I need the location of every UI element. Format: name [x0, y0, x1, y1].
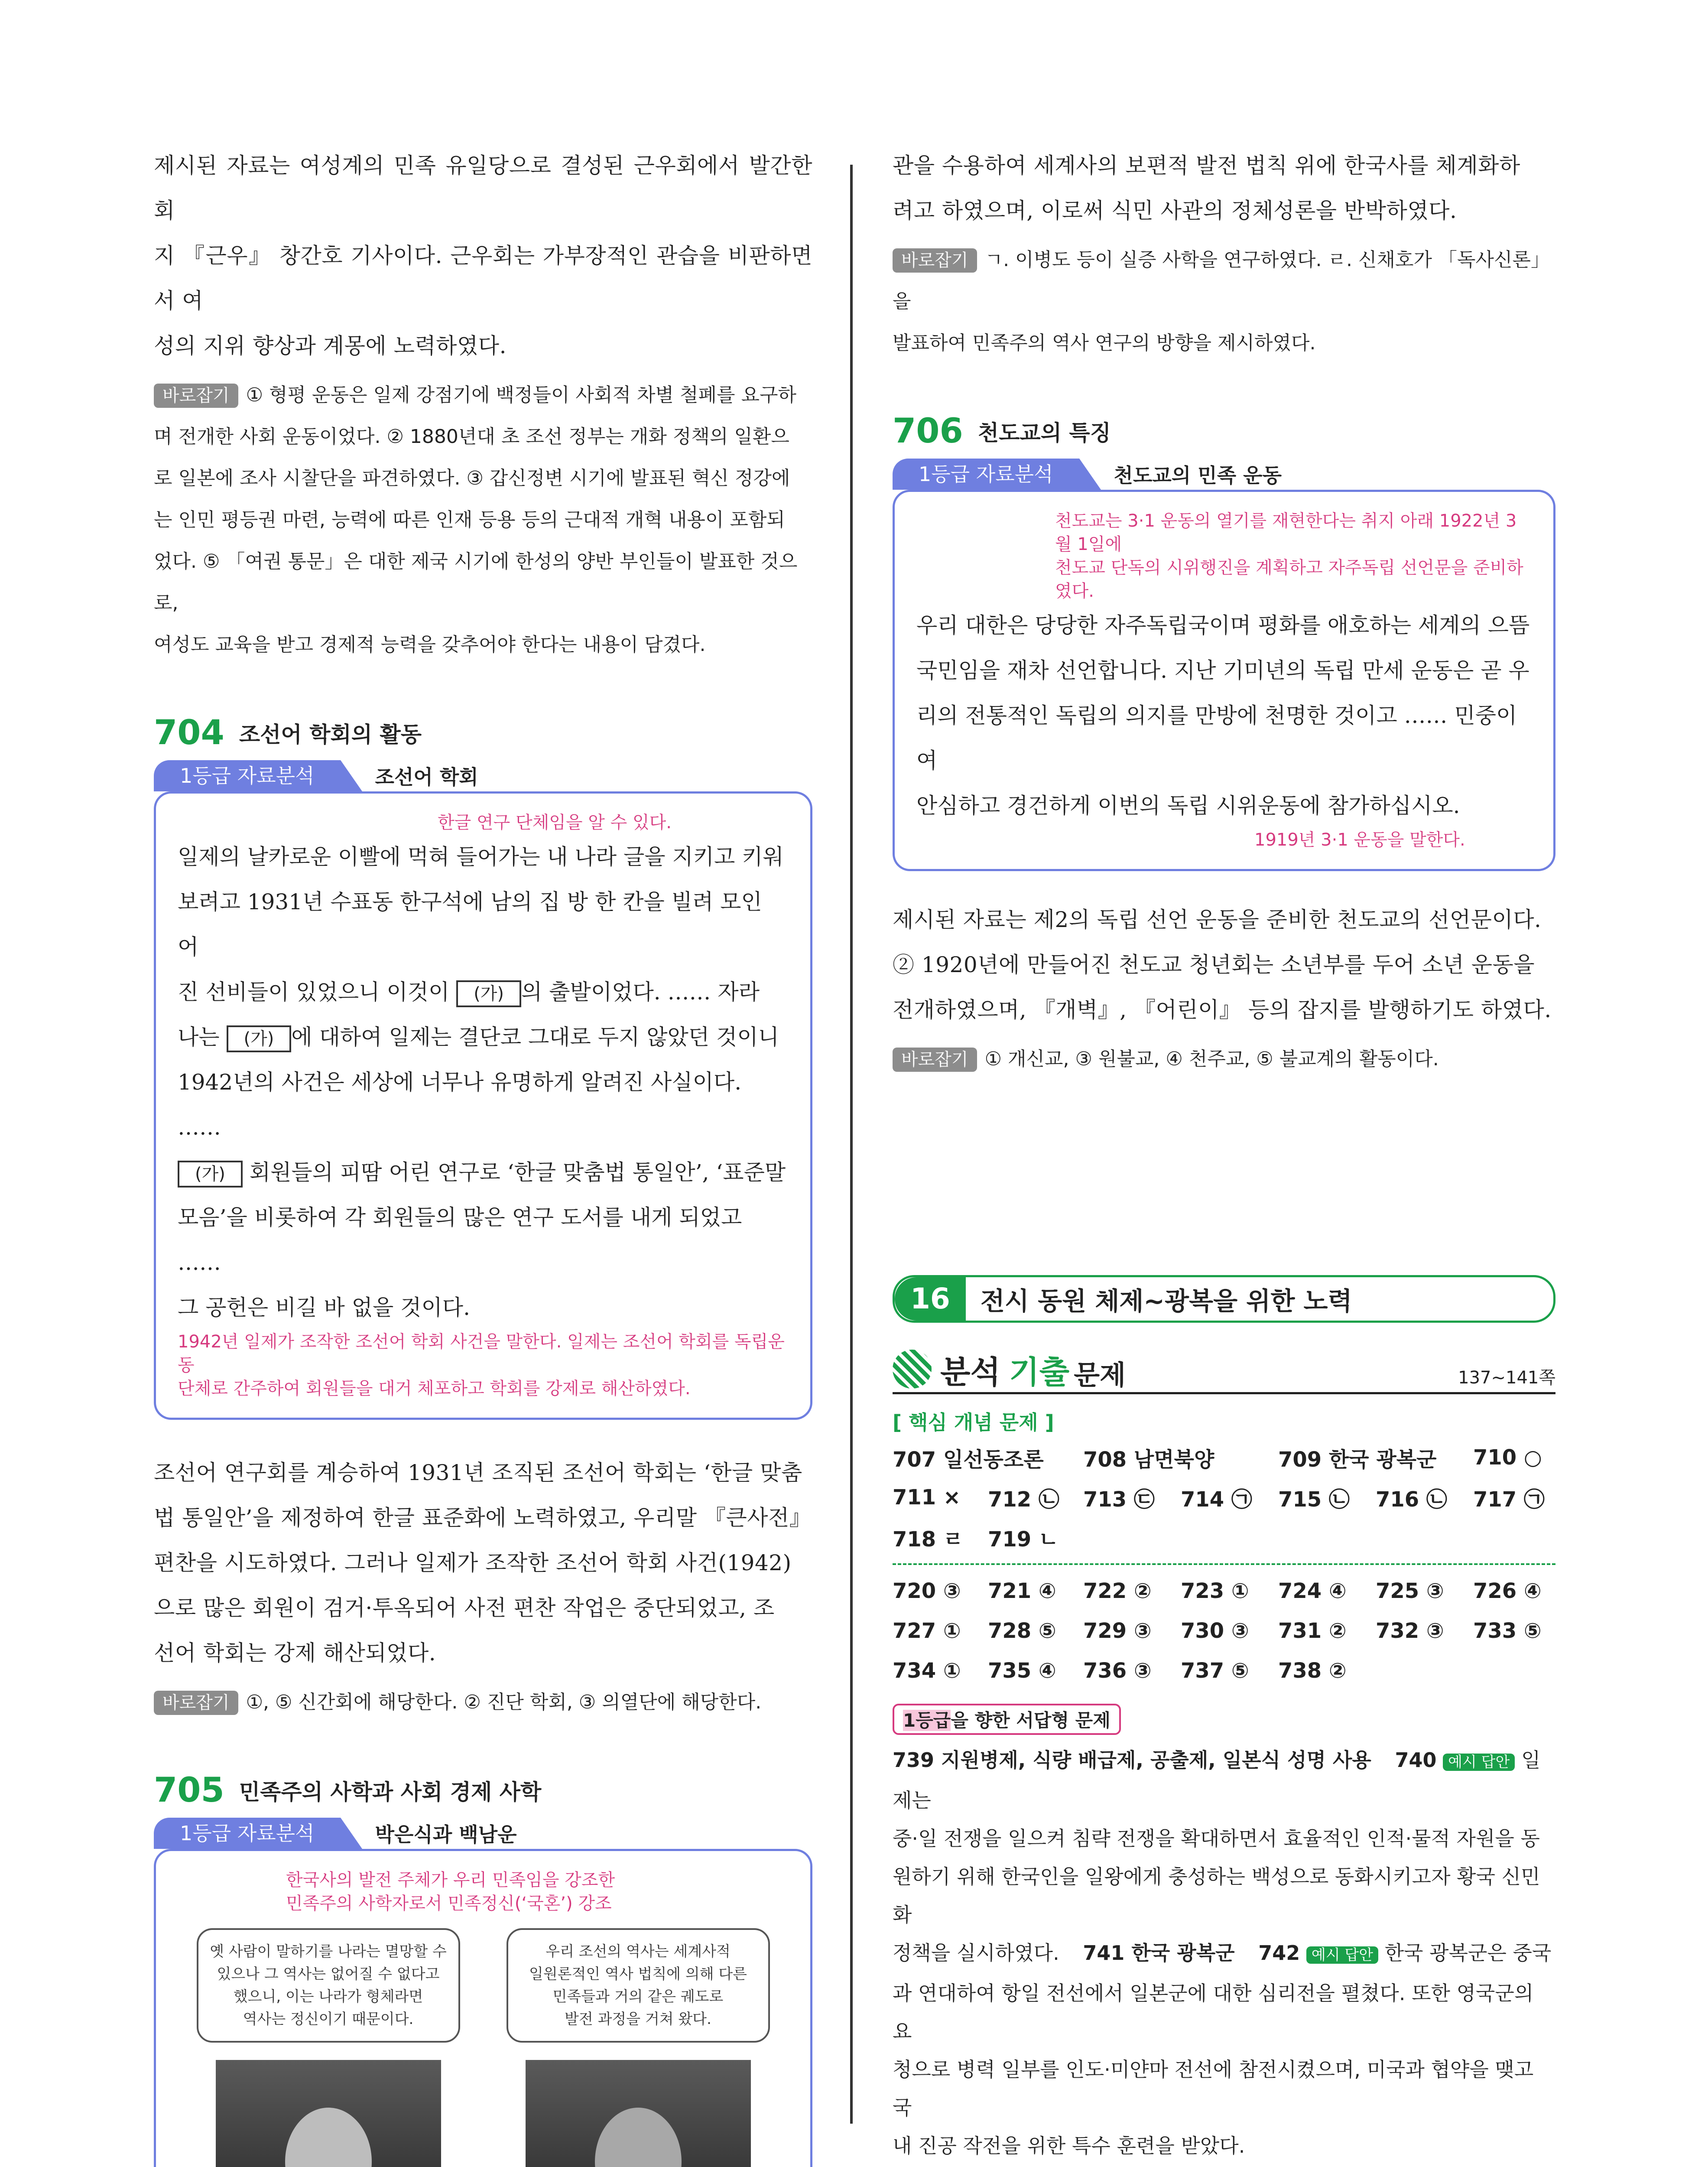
grid-logo-icon: [893, 1350, 932, 1389]
text-line: 발표하여 민족주의 역사 연구의 방향을 제시하였다.: [893, 332, 1316, 354]
text-line: 조선어 연구회를 계승하여 1931년 조직된 조선어 학회는 ‘한글 맞춤: [154, 1460, 802, 1485]
text-line: 민족들과 거의 같은 궤도로: [552, 1988, 724, 2005]
text-line: ② 1920년에 만들어진 천도교 청년회는 소년부를 두어 소년 운동을: [893, 952, 1535, 977]
correction-note-704: [154, 1682, 812, 1723]
question-title: 민족주의 사학과 사회 경제 사학: [239, 1780, 542, 1805]
annotation-top: [1055, 509, 1532, 603]
analysis-header: [893, 1349, 1555, 1394]
blank-ga: (가): [178, 1161, 243, 1188]
text-line: 있으나 그 역사는 없어질 수 없다고: [217, 1965, 440, 1983]
correction-note-706: [893, 1038, 1555, 1080]
text-line: 진 선비들이 있었으니 이것이: [178, 979, 450, 1005]
correction-badge: 바로잡기: [893, 248, 977, 273]
answer-item: 731 ②: [1278, 1619, 1347, 1643]
answer-item: 726 ④: [1473, 1579, 1542, 1603]
paragraph-704-explanation: [154, 1450, 812, 1676]
annotation-top: [286, 1868, 793, 1915]
answer-item: 719 ㄴ: [988, 1527, 1059, 1552]
text-line: 일제는: [893, 1748, 1541, 1812]
analysis-title-c: 문제: [1074, 1359, 1126, 1391]
left-column: [154, 143, 812, 2167]
blank-ga: (가): [456, 980, 521, 1007]
answer-item: 735 ④: [988, 1659, 1056, 1683]
question-number: 704: [154, 713, 224, 752]
paragraph-706-explanation: [893, 897, 1555, 1032]
question-title: 천도교의 특징: [977, 420, 1111, 446]
source-box-705: [154, 1849, 812, 2167]
example-badge: 예시 답안: [1306, 1946, 1378, 1964]
answer-item: 733 ⑤: [1473, 1619, 1542, 1643]
text-line: 741 한국 광복군: [1083, 1941, 1235, 1965]
answer-item: 712 ㉡: [988, 1487, 1059, 1512]
section-16-header: [893, 1275, 1555, 1323]
answer-item: 707 일선동조론: [893, 1447, 1044, 1472]
quote-bubble-park: [197, 1928, 460, 2043]
text-line: 안심하고 경건하게 이번의 독립 시위운동에 참가하십시오.: [916, 793, 1460, 818]
text-line: 민족주의 사학자로서 민족정신(‘국혼’) 강조: [286, 1894, 612, 1913]
text-line: 단체로 간주하여 회원들을 대거 체포하고 학회를 강제로 해산하였다.: [178, 1379, 691, 1399]
text-line: 청으로 병력 일부를 인도·미얀마 전선에 참전시켰으며, 미국과 협약을 맺고 국: [893, 2058, 1534, 2119]
answer-item: 723 ①: [1181, 1579, 1249, 1603]
text-line: ㄱ. 이병도 등이 실증 사학을 연구하였다. ㄹ. 신채호가 「독사신론」을: [893, 249, 1550, 312]
answer-item: 713 ㉢: [1083, 1487, 1155, 1512]
answer-row: [893, 1477, 1555, 1517]
text-line: 리의 전통적인 독립의 의지를 만방에 천명한 것이고 …… 민중이여: [916, 703, 1517, 773]
text-line: 옛 사람이 말하기를 나라는 멸망할 수: [210, 1943, 447, 1960]
source-text: [178, 834, 789, 1330]
answer-item: 734 ①: [893, 1659, 961, 1683]
text-line: 으로 많은 회원이 검거·투옥되어 사전 편찬 작업은 중단되었고, 조: [154, 1595, 775, 1620]
essay-answers: [893, 1741, 1555, 2165]
text-line: 회원들의 피땀 어린 연구로 ‘한글 맞춤법 통일안’, ‘표준말: [249, 1160, 786, 1185]
portrait-photos: [173, 2060, 793, 2167]
portrait-photo: [526, 2060, 751, 2167]
text-line: 의 출발이었다. …… 자라: [521, 979, 760, 1005]
answer-item: 711 ×: [893, 1485, 961, 1510]
text-line: 성의 지위 향상과 계몽에 노력하였다.: [154, 333, 507, 358]
answer-row: [893, 1611, 1555, 1651]
paragraph-703: [154, 143, 812, 368]
answer-item: 716 ㉡: [1376, 1487, 1447, 1512]
core-label: [ 핵심 개념 문제 ]: [893, 1411, 1054, 1434]
answer-item: 729 ③: [1083, 1619, 1152, 1643]
text-line: 1942년의 사건은 세상에 너무나 유명하게 알려진 사실이다. ……: [178, 1070, 742, 1140]
answer-item: 732 ③: [1376, 1619, 1444, 1643]
analysis-tab-704: [154, 760, 812, 791]
essay-section: [893, 1704, 1555, 2167]
text-line: 우리 대한은 당당한 자주독립국이며 평화를 애호하는 세계의 으뜸: [916, 613, 1530, 638]
blank-ga: (가): [227, 1025, 292, 1052]
text-line: 국민임을 재차 선언합니다. 지난 기미년의 독립 만세 운동은 곧 우: [916, 658, 1529, 683]
correction-badge: 바로잡기: [154, 384, 238, 408]
answer-row: [893, 1651, 1555, 1691]
quote-bubbles: [173, 1928, 793, 2043]
essay-label: [893, 1704, 1121, 1735]
analysis-tab-label: 1등급 자료분석: [154, 760, 341, 791]
core-concept-answers: [893, 1407, 1555, 1691]
annotation-bottom: 1919년 3·1 운동을 말한다.: [1254, 830, 1465, 850]
text-line: 740: [1395, 1748, 1437, 1772]
analysis-tab-705: [154, 1818, 812, 1849]
analysis-tab-title: 천도교의 민족 운동: [1114, 464, 1282, 487]
text-line: 모음’을 비롯하여 각 회원들의 많은 연구 도서를 내게 되었고 ……: [178, 1205, 742, 1275]
question-title: 조선어 학회의 활동: [239, 722, 422, 747]
text-line: ①, ⑤ 신간회에 해당한다. ② 진단 학회, ③ 의열단에 해당한다.: [246, 1691, 762, 1713]
text-line: 지 『근우』 창간호 기사이다. 근우회는 가부장적인 관습을 비판하면서 여: [154, 243, 812, 313]
text-line: 내 진공 작전을 위한 특수 훈련을 받았다.: [893, 2134, 1245, 2157]
text-line: 며 전개한 사회 운동이었다. ② 1880년대 초 조선 정부는 개화 정책의 일환으: [154, 426, 789, 448]
text-line: 발전 과정을 거쳐 왔다.: [565, 2011, 711, 2028]
dashed-divider: [893, 1563, 1555, 1565]
answer-item: 714 ㉠: [1181, 1487, 1252, 1512]
text-line: 우리 조선의 역사는 세계사적: [546, 1943, 731, 1960]
text-line: 한국 광복군은 중국: [1384, 1941, 1552, 1965]
answer-item: 720 ③: [893, 1579, 961, 1603]
answer-row: [893, 1438, 1555, 1477]
section-title: 전시 동원 체제~광복을 위한 노력: [980, 1286, 1352, 1316]
answer-item: 722 ②: [1083, 1579, 1152, 1603]
answer-item: 738 ②: [1278, 1659, 1347, 1683]
correction-note-705: [893, 239, 1555, 364]
text-line: 한국사의 발전 주체가 우리 민족임을 강조한: [286, 1870, 615, 1890]
answer-item: 725 ③: [1376, 1579, 1444, 1603]
text-line: 정책을 실시하였다.: [893, 1941, 1059, 1965]
answer-item: 736 ③: [1083, 1659, 1152, 1683]
text-line: 했으니, 이는 나라가 형체라면: [233, 1988, 423, 2005]
text-line: ① 형평 운동은 일제 강점기에 백정들이 사회적 차별 철폐를 요구하: [246, 384, 796, 406]
analysis-tab-label: 1등급 자료분석: [893, 459, 1079, 490]
answer-item: 717 ㉠: [1473, 1487, 1545, 1512]
question-705-header: [154, 1771, 812, 1810]
text-line: 과 연대하여 항일 전선에서 일본군에 대한 심리전을 펼쳤다. 또한 영국군의 요: [893, 1982, 1534, 2043]
example-badge: 예시 답안: [1443, 1754, 1515, 1771]
answer-item: 709 한국 광복군: [1278, 1447, 1437, 1472]
paragraph-705-continued: [893, 143, 1555, 233]
text-line: 보려고 1931년 수표동 한구석에 남의 집 방 한 칸을 빌려 모인 어: [178, 889, 762, 960]
answer-item: 715 ㉡: [1278, 1487, 1350, 1512]
analysis-tab-label: 1등급 자료분석: [154, 1818, 341, 1849]
text-line: 중·일 전쟁을 일으켜 침략 전쟁을 확대하면서 효율적인 인적·물적 자원을 동: [893, 1827, 1540, 1850]
answer-item: 727 ①: [893, 1619, 961, 1643]
spacer: [893, 1080, 1555, 1266]
analysis-tab-title: 박은식과 백남운: [375, 1823, 517, 1846]
text-line: 선어 학회는 강제 해산되었다.: [154, 1640, 436, 1666]
essay-label-highlight: 1등급: [903, 1710, 951, 1731]
text-line: 여성도 교육을 받고 경제적 능력을 갖추어야 한다는 내용이 담겼다.: [154, 634, 706, 656]
analysis-title-a: 분석: [940, 1354, 1001, 1390]
text-line: 에 대하여 일제는 결단코 그대로 두지 않았던 것이니: [291, 1025, 779, 1050]
question-number: 705: [154, 1771, 224, 1810]
quote-bubble-baek: [507, 1928, 770, 2043]
text-line: 그 공헌은 비길 바 없을 것이다.: [178, 1295, 470, 1320]
answer-item: 708 남면북양: [1083, 1447, 1214, 1472]
answer-item: 710 ○: [1473, 1445, 1542, 1470]
annotation-bottom: [178, 1330, 789, 1400]
text-line: 로 일본에 조사 시찰단을 파견하였다. ③ 갑신정변 시기에 발표된 혁신 정강에: [154, 467, 790, 489]
analysis-title-b: 기출: [1009, 1354, 1070, 1390]
text-line: 742: [1258, 1941, 1300, 1965]
text-line: 나는: [178, 1025, 220, 1050]
answer-item: 728 ⑤: [988, 1619, 1056, 1643]
answer-row: [893, 1517, 1555, 1557]
text-line: 법 통일안’을 제정하여 한글 표준화에 노력하였고, 우리말 『큰사전』: [154, 1505, 812, 1530]
annotation-top: 한글 연구 단체임을 알 수 있다.: [438, 813, 672, 833]
answer-item: 721 ④: [988, 1579, 1056, 1603]
text-line: 일제의 날카로운 이빨에 먹혀 들어가는 내 나라 글을 지키고 키워: [178, 844, 784, 869]
correction-note-703: [154, 374, 812, 666]
text-line: 려고 하였으며, 이로써 식민 사관의 정체성론을 반박하였다.: [893, 198, 1457, 223]
text-line: 원하기 위해 한국인을 일왕에게 충성하는 백성으로 동화시키고자 황국 신민화: [893, 1865, 1540, 1926]
answer-item: 724 ④: [1278, 1579, 1347, 1603]
answer-item: 730 ③: [1181, 1619, 1249, 1643]
text-line: 천도교 단독의 시위행진을 계획하고 자주독립 선언문을 준비하였다.: [1055, 558, 1523, 601]
analysis-tab-title: 조선어 학회: [375, 765, 478, 789]
source-text: [916, 603, 1532, 828]
source-box-704: [154, 791, 812, 1420]
answer-item: 718 ㄹ: [893, 1527, 964, 1552]
text-line: 1942년 일제가 조작한 조선어 학회 사건을 말한다. 일제는 조선어 학회를 독립운동: [178, 1332, 785, 1375]
text-line: 는 인민 평등권 마련, 능력에 따른 인재 등용 등의 근대적 개혁 내용이 포함되: [154, 509, 785, 531]
portrait-photo: [216, 2060, 441, 2167]
text-line: ① 개신교, ③ 원불교, ④ 천주교, ⑤ 불교계의 활동이다.: [984, 1048, 1439, 1070]
page-range: 137~141쪽: [1458, 1368, 1555, 1388]
text-line: 일원론적인 역사 법칙에 의해 다른: [529, 1965, 747, 1983]
text-line: 739 지원병제, 식량 배급제, 공출제, 일본식 성명 사용: [893, 1748, 1371, 1772]
text-line: 천도교는 3·1 운동의 열기를 재현한다는 취지 아래 1922년 3월 1일에: [1055, 511, 1517, 554]
question-number: 706: [893, 412, 963, 451]
text-line: 전개하였으며, 『개벽』, 『어린이』 등의 잡지를 발행하기도 하였다.: [893, 997, 1552, 1022]
text-line: 제시된 자료는 제2의 독립 선언 운동을 준비한 천도교의 선언문이다.: [893, 907, 1542, 932]
right-column: [893, 143, 1555, 2167]
text-line: 었다. ⑤ 「여권 통문」은 대한 제국 시기에 한성의 양반 부인들이 발표한 것으로,: [154, 550, 798, 614]
text-line: 제시된 자료는 여성계의 민족 유일당으로 결성된 근우회에서 발간한 회: [154, 153, 812, 223]
answer-row: [893, 1571, 1555, 1611]
analysis-tab-706: [893, 459, 1555, 490]
correction-badge: 바로잡기: [893, 1048, 977, 1072]
correction-badge: 바로잡기: [154, 1691, 238, 1715]
section-number: 16: [895, 1277, 966, 1321]
text-line: 편찬을 시도하였다. 그러나 일제가 조작한 조선어 학회 사건(1942): [154, 1550, 792, 1575]
text-line: 관을 수용하여 세계사의 보편적 발전 법칙 위에 한국사를 체계화하: [893, 153, 1520, 178]
question-704-header: [154, 713, 812, 752]
text-line: 역사는 정신이기 때문이다.: [243, 2011, 414, 2028]
source-box-706: [893, 490, 1555, 871]
question-706-header: [893, 412, 1555, 451]
column-divider: [850, 165, 853, 2124]
answer-item: 737 ⑤: [1181, 1659, 1249, 1683]
essay-label-text: 을 향한 서답형 문제: [951, 1710, 1111, 1731]
